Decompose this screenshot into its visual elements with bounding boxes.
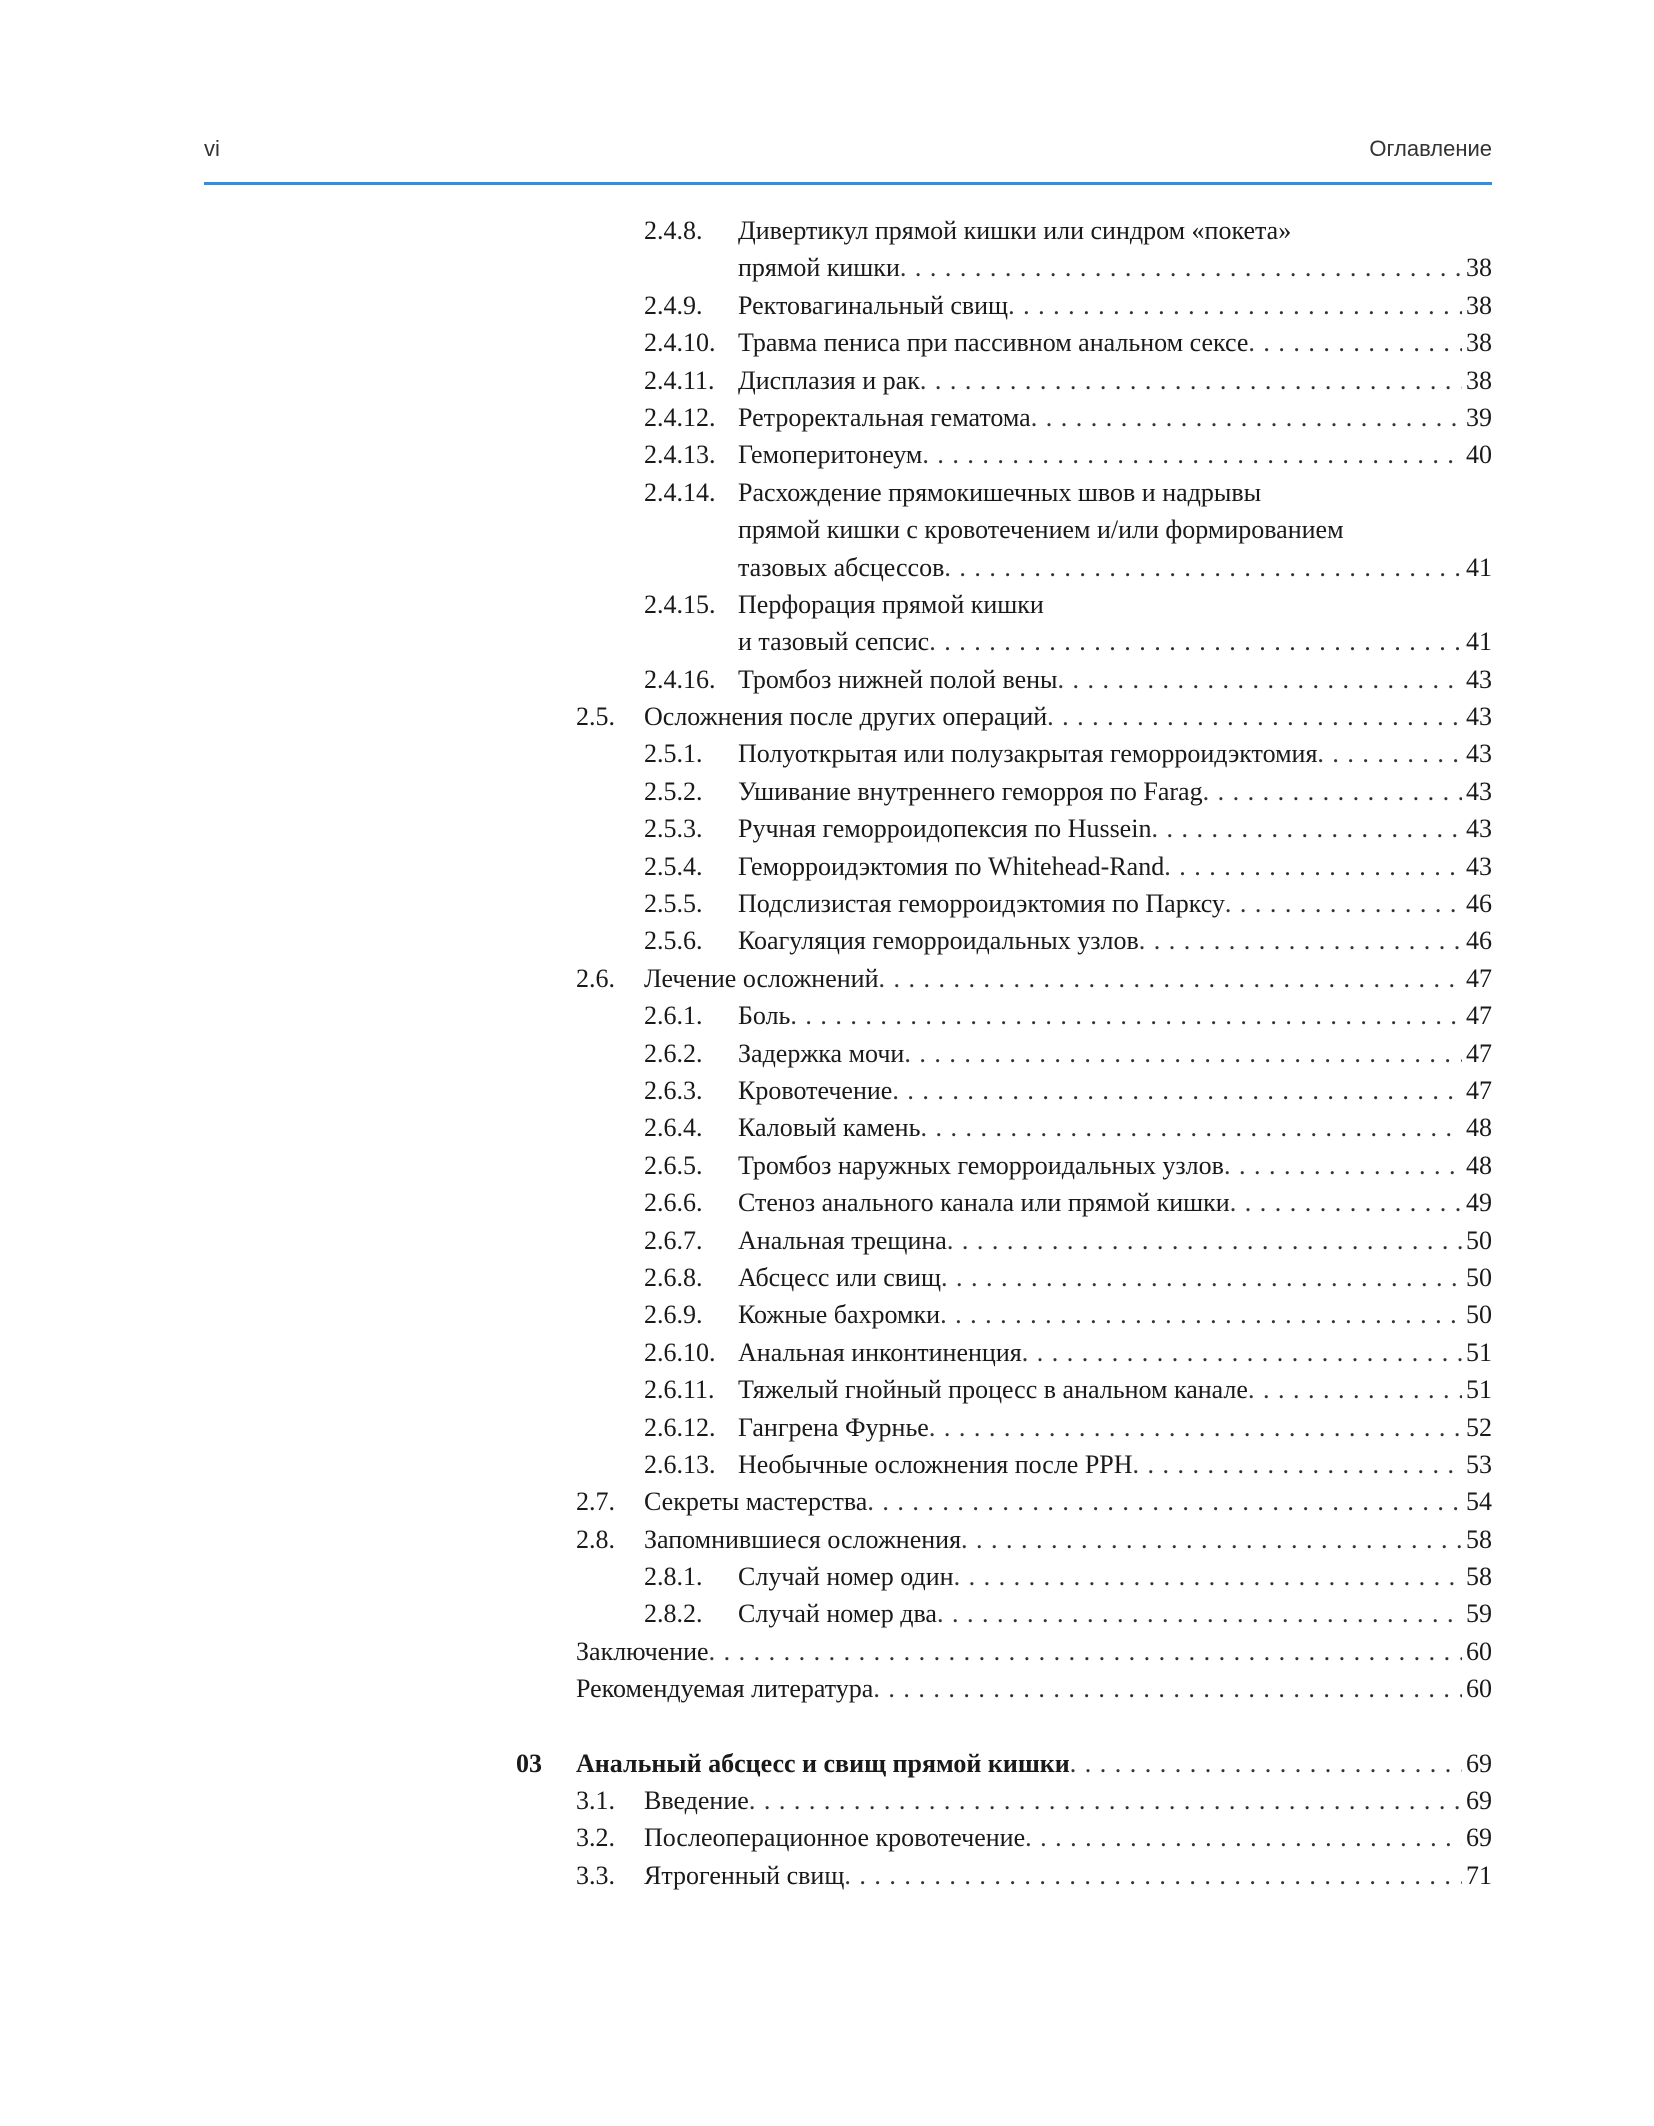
toc-entry[interactable] [0, 1334, 1654, 1371]
leader-dots [1317, 735, 1462, 772]
toc-entry-number: 2.6.8. [644, 1262, 703, 1292]
leader-dots [1224, 1147, 1462, 1184]
toc-entry-number: 2.4.13. [644, 440, 716, 470]
leader-dots [1230, 1184, 1462, 1221]
toc-entry-title: Дивертикул прямой кишки или синдром «покета» [738, 216, 1292, 245]
leader-dots [1008, 287, 1462, 324]
toc-entry-number: 3.3. [576, 1860, 615, 1890]
toc-entry[interactable] [0, 848, 1654, 885]
toc-entry-title: Анальная инконтиненция [738, 1337, 1022, 1367]
toc-entry[interactable] [0, 586, 1654, 661]
toc-entry[interactable] [0, 1259, 1654, 1296]
toc-entry-title: Осложнения после других операций [644, 702, 1048, 732]
leader-dots [1058, 661, 1462, 698]
toc-entry[interactable] [0, 1072, 1654, 1109]
toc-entry-title: Случай номер один [738, 1562, 954, 1592]
toc-entry-number: 2.5.6. [644, 926, 703, 956]
toc-entry-title: Анальная трещина [738, 1225, 947, 1255]
toc-entry-number: 3.1. [576, 1786, 615, 1816]
toc-section-entry[interactable] [0, 1782, 1654, 1819]
toc-entry-title-continued: тазовых абсцессов [738, 552, 945, 582]
toc-entry-title: Тяжелый гнойный процесс в анальном канале [738, 1375, 1248, 1405]
toc-entry-title: Ручная геморроидопексия по Hussein [738, 814, 1152, 844]
toc-entry[interactable] [0, 1222, 1654, 1259]
leader-dots [947, 1222, 1462, 1259]
toc-entry-title: Коагуляция геморроидальных узлов [738, 926, 1139, 956]
leader-dots [1203, 773, 1462, 810]
toc-page-number: 60 [1466, 1636, 1492, 1666]
toc-entry[interactable] [0, 1409, 1654, 1446]
toc-entry-number: 2.5.2. [644, 776, 703, 806]
toc-entry[interactable] [0, 436, 1654, 473]
toc-entry-title: Тромбоз нижней полой вены [738, 664, 1058, 694]
toc-page-number: 47 [1466, 963, 1492, 993]
leader-dots [709, 1633, 1462, 1670]
toc-page-number: 50 [1466, 1225, 1492, 1255]
toc-page-number: 38 [1466, 328, 1492, 358]
leader-dots [900, 249, 1462, 286]
toc-entry-number: 2.8.2. [644, 1599, 703, 1629]
leader-dots [879, 960, 1462, 997]
toc-entry[interactable] [0, 1558, 1654, 1595]
toc-entry-number: 2.5.1. [644, 739, 703, 769]
toc-page-number: 49 [1466, 1188, 1492, 1218]
toc-entry[interactable] [0, 922, 1654, 959]
toc-page-number: 48 [1466, 1113, 1492, 1143]
toc-entry-number: 2.6.2. [644, 1038, 703, 1068]
page-header [204, 136, 1492, 186]
toc-page-number: 43 [1466, 776, 1492, 806]
leader-dots [937, 1595, 1462, 1632]
toc-entry-number: 2.6.4. [644, 1113, 703, 1143]
leader-dots [1164, 848, 1462, 885]
toc-entry[interactable] [0, 287, 1654, 324]
toc-page-number: 47 [1466, 1001, 1492, 1031]
toc-page-number: 40 [1466, 440, 1492, 470]
leader-dots [944, 549, 1462, 586]
leader-dots [1047, 698, 1462, 735]
toc-page-number: 50 [1466, 1300, 1492, 1330]
leader-dots [940, 1296, 1462, 1333]
leader-dots [954, 1558, 1462, 1595]
toc-entry-title: Расхождение прямокишечных швов и надрывы [738, 477, 1262, 507]
leader-dots [1139, 922, 1462, 959]
toc-section-entry[interactable] [0, 960, 1654, 997]
toc-entry[interactable] [0, 1035, 1654, 1072]
toc-entry-number: 2.4.11. [644, 365, 715, 395]
toc-entry[interactable] [0, 1109, 1654, 1146]
leader-dots [844, 1857, 1462, 1894]
toc-entry-number: 2.8.1. [644, 1562, 703, 1592]
toc-entry-title: Кожные бахромки [738, 1300, 941, 1330]
toc-entry-title: Каловый камень [738, 1113, 921, 1143]
toc-page-number: 38 [1466, 253, 1492, 283]
toc-entry[interactable] [0, 1446, 1654, 1483]
toc-page-number: 53 [1466, 1449, 1492, 1479]
toc-entry-number: 3.2. [576, 1823, 615, 1853]
toc-page-number: 50 [1466, 1262, 1492, 1292]
toc-entry-title: Абсцесс или свищ [738, 1262, 941, 1292]
page-number: vi [204, 136, 220, 161]
table-of-contents [0, 212, 1654, 1894]
toc-entry-number: 2.6.3. [644, 1075, 703, 1105]
toc-section-entry[interactable] [0, 1521, 1654, 1558]
toc-entry-title: Дисплазия и рак [738, 365, 920, 395]
toc-entry-title: Ятрогенный свищ [644, 1860, 845, 1890]
leader-dots [1133, 1446, 1462, 1483]
toc-entry-title: Тромбоз наружных геморроидальных узлов [738, 1150, 1224, 1180]
toc-entry-title: Ректовагинальный свищ [738, 290, 1009, 320]
chapter-gap [0, 1708, 1654, 1745]
toc-section-entry[interactable] [0, 698, 1654, 735]
toc-entry-title: Ушивание внутреннего геморроя по Farag [738, 776, 1203, 806]
toc-entry-number: 2.5.5. [644, 889, 703, 919]
toc-page-number: 69 [1466, 1823, 1492, 1853]
toc-page-number: 71 [1466, 1860, 1492, 1890]
toc-entry[interactable] [0, 997, 1654, 1034]
toc-chapter-entry[interactable] [0, 1745, 1654, 1782]
leader-dots [1031, 399, 1462, 436]
leader-dots [929, 623, 1462, 660]
toc-entry-title-continued: прямой кишки с кровотечением и/или формированием [738, 515, 1344, 545]
toc-page-number: 51 [1466, 1375, 1492, 1405]
toc-entry-title: Боль [738, 1001, 791, 1031]
toc-entry-title: Заключение [576, 1636, 709, 1666]
toc-entry[interactable] [0, 474, 1654, 586]
toc-page-number: 43 [1466, 664, 1492, 694]
toc-page-number: 60 [1466, 1674, 1492, 1704]
leader-dots [920, 1109, 1462, 1146]
toc-entry-title: Перфорация прямой кишки [738, 589, 1044, 619]
toc-page-number: 38 [1466, 290, 1492, 320]
leader-dots [1070, 1745, 1462, 1782]
toc-page-number: 47 [1466, 1038, 1492, 1068]
toc-entry-title: Случай номер два [738, 1599, 937, 1629]
toc-entry-title: Кровотечение [738, 1075, 893, 1105]
toc-page-number: 58 [1466, 1524, 1492, 1554]
leader-dots [922, 436, 1462, 473]
toc-entry-title: Гемоперитонеум [738, 440, 923, 470]
toc-entry-conclusion[interactable] [0, 1633, 1654, 1670]
toc-entry-title: Полуоткрытая или полузакрытая геморроидэктомия [738, 739, 1318, 769]
toc-page-number: 46 [1466, 889, 1492, 919]
leader-dots [1151, 810, 1462, 847]
leader-dots [1022, 1334, 1462, 1371]
toc-page-number: 43 [1466, 814, 1492, 844]
toc-entry-title: Подслизистая геморроидэктомия по Парксу [738, 889, 1225, 919]
toc-page-number: 47 [1466, 1075, 1492, 1105]
toc-entry-title: Лечение осложнений [644, 963, 879, 993]
toc-page-number: 43 [1466, 851, 1492, 881]
toc-entry-number: 2.6.7. [644, 1225, 703, 1255]
running-head-title: Оглавление [1369, 136, 1492, 161]
toc-page-number: 41 [1466, 552, 1492, 582]
toc-entry[interactable] [0, 810, 1654, 847]
toc-page-number: 48 [1466, 1150, 1492, 1180]
toc-entry-title-continued: и тазовый сепсис [738, 627, 930, 657]
toc-page-number: 43 [1466, 702, 1492, 732]
toc-entry[interactable] [0, 735, 1654, 772]
header-rule [204, 182, 1492, 185]
toc-page-number: 69 [1466, 1748, 1492, 1778]
toc-entry-number: 2.6.12. [644, 1412, 716, 1442]
leader-dots [1225, 885, 1462, 922]
toc-page-number: 41 [1466, 627, 1492, 657]
toc-page-number: 58 [1466, 1562, 1492, 1592]
toc-section-entry[interactable] [0, 1857, 1654, 1894]
toc-entry[interactable] [0, 1147, 1654, 1184]
toc-page-number: 54 [1466, 1487, 1492, 1517]
leader-dots [867, 1483, 1462, 1520]
toc-entry[interactable] [0, 885, 1654, 922]
toc-entry[interactable] [0, 1296, 1654, 1333]
toc-section-entry[interactable] [0, 1819, 1654, 1856]
toc-entry[interactable] [0, 1595, 1654, 1632]
leader-dots [904, 1035, 1462, 1072]
toc-entry-number: 2.4.16. [644, 664, 716, 694]
toc-page-number: 46 [1466, 926, 1492, 956]
toc-entry-title: Стеноз анального канала или прямой кишки [738, 1188, 1230, 1218]
toc-entry-recommended-reading[interactable] [0, 1670, 1654, 1707]
toc-entry[interactable] [0, 773, 1654, 810]
toc-entry[interactable] [0, 1184, 1654, 1221]
leader-dots [961, 1521, 1462, 1558]
leader-dots [1248, 1371, 1462, 1408]
toc-entry-title: Задержка мочи [738, 1038, 905, 1068]
toc-page-number: 69 [1466, 1786, 1492, 1816]
toc-entry-number: 2.6.9. [644, 1300, 703, 1330]
toc-entry[interactable] [0, 362, 1654, 399]
toc-page-number: 39 [1466, 402, 1492, 432]
toc-page-number: 43 [1466, 739, 1492, 769]
toc-entry-title-continued: прямой кишки [738, 253, 900, 283]
leader-dots [920, 362, 1462, 399]
toc-entry-title: Необычные осложнения после PPH [738, 1449, 1133, 1479]
toc-page-number: 51 [1466, 1337, 1492, 1367]
toc-entry[interactable] [0, 1371, 1654, 1408]
toc-page-number: 38 [1466, 365, 1492, 395]
toc-entry-number: 2.6.5. [644, 1150, 703, 1180]
toc-entry-number: 2.6. [576, 963, 615, 993]
toc-entry-number: 2.4.12. [644, 402, 716, 432]
toc-entry-number: 2.4.9. [644, 290, 703, 320]
leader-dots [873, 1670, 1462, 1707]
toc-entry-number: 2.5.4. [644, 851, 703, 881]
toc-entry-number: 2.6.13. [644, 1449, 716, 1479]
toc-entry[interactable] [0, 324, 1654, 361]
toc-entry[interactable] [0, 399, 1654, 436]
chapter-title: Анальный абсцесс и свищ прямой кишки [576, 1748, 1070, 1778]
toc-entry-title: Введение [644, 1786, 749, 1816]
toc-entry-title: Гангрена Фурнье [738, 1412, 929, 1442]
toc-entry[interactable] [0, 212, 1654, 287]
toc-entry-number: 2.5. [576, 702, 615, 732]
toc-entry-number: 2.4.8. [644, 216, 703, 245]
toc-entry-title: Геморроидэктомия по Whitehead-Rand [738, 851, 1165, 881]
leader-dots [892, 1072, 1462, 1109]
toc-entry-title: Послеоперационное кровотечение [644, 1823, 1026, 1853]
toc-entry-number: 2.6.1. [644, 1001, 703, 1031]
toc-entry-number: 2.7. [576, 1487, 615, 1517]
toc-entry-number: 2.4.10. [644, 328, 716, 358]
toc-entry-number: 2.4.14. [644, 477, 716, 507]
toc-entry-title: Ретроректальная гематома [738, 402, 1031, 432]
toc-entry-number: 2.6.10. [644, 1337, 716, 1367]
leader-dots [1248, 324, 1462, 361]
chapter-number: 03 [516, 1748, 542, 1778]
toc-entry-title: Рекомендуемая литература [576, 1674, 874, 1704]
toc-entry-number: 2.5.3. [644, 814, 703, 844]
leader-dots [1025, 1819, 1462, 1856]
toc-entry-title: Травма пениса при пассивном анальном сексе [738, 328, 1249, 358]
toc-section-entry[interactable] [0, 1483, 1654, 1520]
leader-dots [929, 1409, 1462, 1446]
leader-dots [941, 1259, 1462, 1296]
toc-entry-title: Запомнившиеся осложнения [644, 1524, 962, 1554]
toc-page-number: 59 [1466, 1599, 1492, 1629]
toc-page-number: 52 [1466, 1412, 1492, 1442]
toc-entry-number: 2.4.15. [644, 589, 716, 619]
toc-entry[interactable] [0, 661, 1654, 698]
toc-entry-title: Секреты мастерства [644, 1487, 868, 1517]
toc-entry-number: 2.6.6. [644, 1188, 703, 1218]
leader-dots [790, 997, 1462, 1034]
leader-dots [749, 1782, 1462, 1819]
toc-entry-number: 2.8. [576, 1524, 615, 1554]
toc-entry-number: 2.6.11. [644, 1375, 715, 1405]
